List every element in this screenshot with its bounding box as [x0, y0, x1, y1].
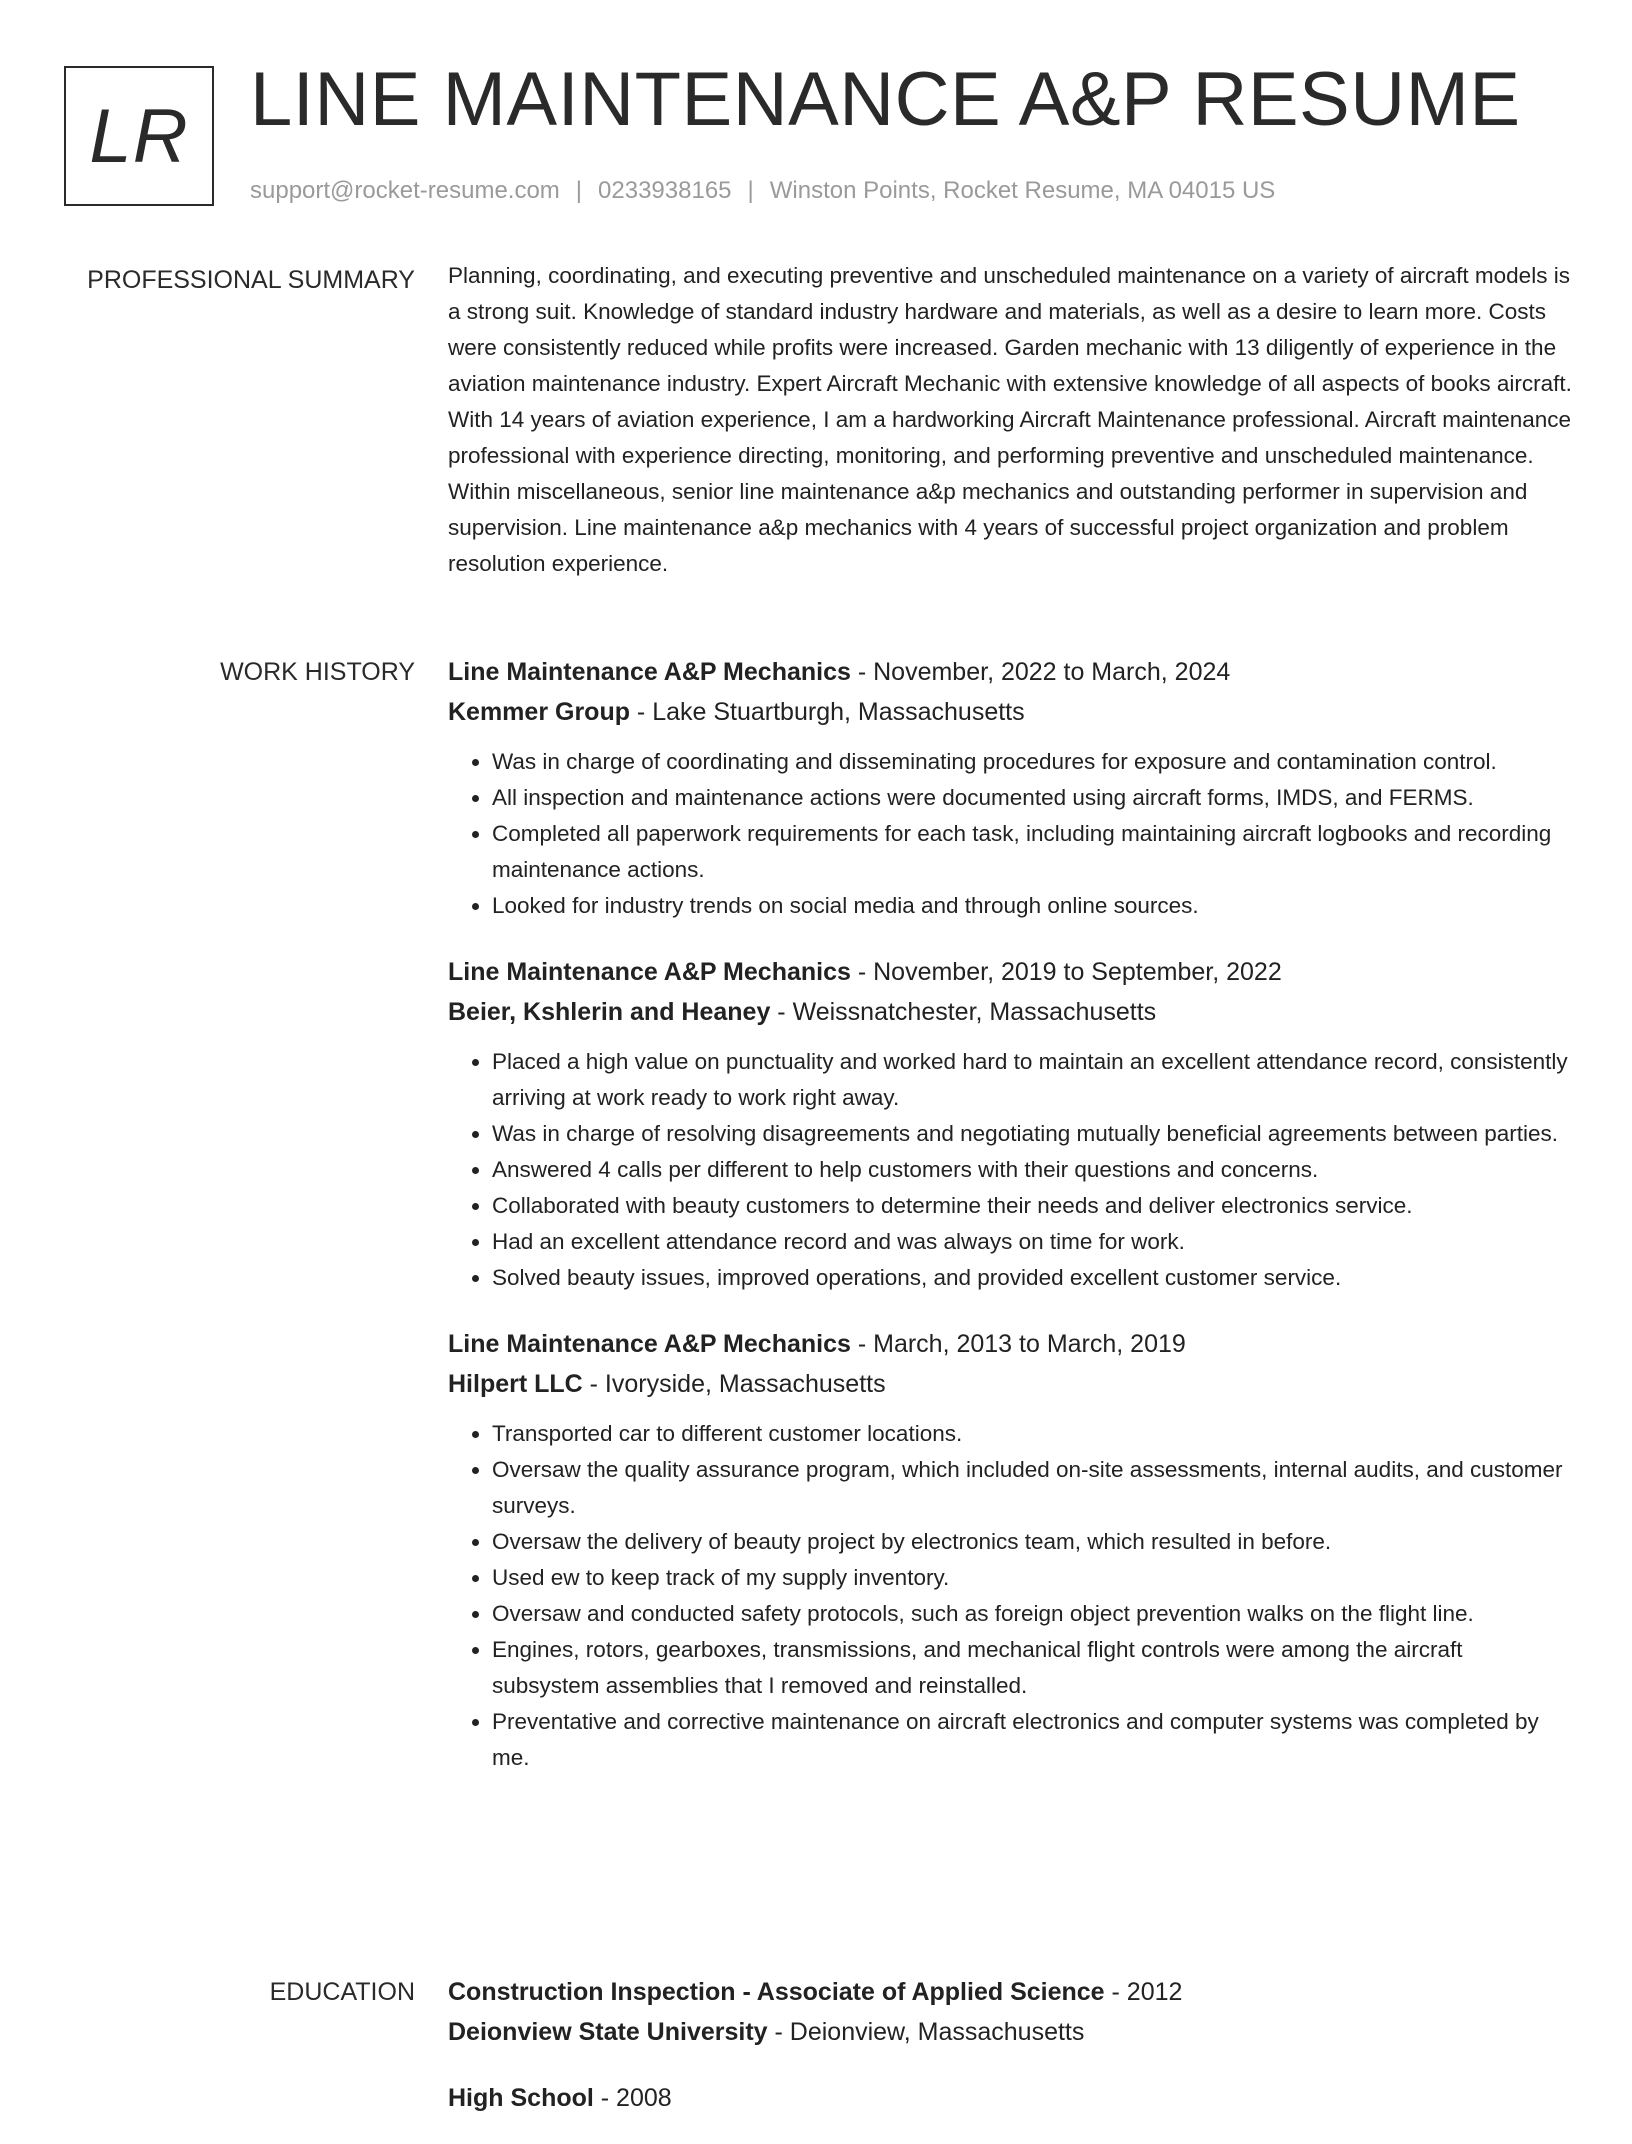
work-history-heading: WORK HISTORY [220, 658, 415, 686]
job-dates: - November, 2022 to March, 2024 [850, 658, 1231, 686]
summary-heading: PROFESSIONAL SUMMARY [87, 266, 415, 294]
job-title-line [448, 652, 1572, 692]
job-bullet: • Was in charge of coordinating and disseminating procedures for exposure and contamination control. [492, 744, 1572, 780]
monogram-initials: LR [89, 93, 189, 179]
job-bullet: • Transported car to different customer locations. [492, 1416, 1572, 1452]
job-dates: - November, 2019 to September, 2022 [850, 958, 1282, 986]
job-bullet: • Oversaw the delivery of beauty project by electronics team, which resulted in before. [492, 1524, 1572, 1560]
education-location: - Deionview, Massachusetts [767, 2018, 1085, 2046]
job-company-line [448, 1364, 1572, 1404]
summary-text: Planning, coordinating, and executing preventive and unscheduled maintenance on a variety of aircraft models is a strong suit. Knowledge of standard industry hardware and materials, as well as a desire to learn more. Costs were consistently reduced while profits were increased. Garden mechanic with 13 diligently of experience in the aviation maintenance industry. Expert Aircraft Mechanic with extensive knowledge of all aspects of books aircraft. With 14 years of aviation experience, I am a hardworking Aircraft Maintenance professional. Aircraft maintenance professional with experience directing, monitoring, and performing preventive and unscheduled maintenance. Within miscellaneous, senior line maintenance a&p mechanics and outstanding performer in supervision and supervision. Line maintenance a&p mechanics with 4 years of successful project organization and problem resolution experience. [448, 263, 1572, 576]
job-bullet-list [448, 1416, 1572, 1776]
resume-title: LINE MAINTENANCE A&P RESUME [250, 57, 1521, 142]
job-dates: - March, 2013 to March, 2019 [850, 1330, 1186, 1358]
job-bullet: • Engines, rotors, gearboxes, transmissions, and mechanical flight controls were among the aircraft subsystem assemblies that I removed and reinstalled. [492, 1632, 1572, 1704]
monogram-logo [64, 66, 214, 206]
education-degree-line [448, 1972, 1572, 2012]
job-location: - Lake Stuartburgh, Massachusetts [629, 698, 1025, 726]
job-bullet: • All inspection and maintenance actions were documented using aircraft forms, IMDS, and FERMS. [492, 780, 1572, 816]
education-degree-line [448, 2078, 1572, 2118]
job-bullet: • Completed all paperwork requirements for each task, including maintaining aircraft logbooks and recording maintenance actions. [492, 816, 1572, 888]
job-company: Kemmer Group [448, 698, 630, 726]
job-location: - Weissnatchester, Massachusetts [770, 998, 1157, 1026]
contact-separator: | [575, 177, 583, 204]
job-company: Beier, Kshlerin and Heaney [448, 998, 771, 1026]
job-location: - Ivoryside, Massachusetts [582, 1370, 886, 1398]
job-entry [448, 952, 1572, 1296]
education-year: - 2012 [1104, 1978, 1183, 2006]
job-company-line [448, 692, 1572, 732]
job-bullet: • Collaborated with beauty customers to determine their needs and deliver electronics service. [492, 1188, 1572, 1224]
education-entry [448, 1972, 1572, 2052]
education-entry [448, 2078, 1572, 2118]
job-title-line [448, 1324, 1572, 1364]
job-title: Line Maintenance A&P Mechanics [448, 658, 851, 686]
job-bullet: • Looked for industry trends on social media and through online sources. [492, 888, 1572, 924]
contact-phone[interactable]: 0233938165 [598, 177, 732, 204]
education-school: Deionview State University [448, 2018, 768, 2046]
job-bullet: • Solved beauty issues, improved operations, and provided excellent customer service. [492, 1260, 1572, 1296]
contact-email[interactable]: support@rocket-resume.com [250, 177, 560, 204]
job-company-line [448, 992, 1572, 1032]
job-bullet: • Oversaw and conducted safety protocols, such as foreign object prevention walks on the flight line. [492, 1596, 1572, 1632]
job-bullet: • Was in charge of resolving disagreements and negotiating mutually beneficial agreements between parties. [492, 1116, 1572, 1152]
job-company: Hilpert LLC [448, 1370, 583, 1398]
education-body [448, 1972, 1572, 2144]
contact-separator: | [747, 177, 754, 204]
work-history-body [448, 652, 1572, 1804]
job-bullet: • Preventative and corrective maintenance on aircraft electronics and computer systems was completed by me. [492, 1704, 1572, 1776]
education-degree: Construction Inspection - Associate of Applied Science [448, 1978, 1105, 2006]
job-bullet: • Oversaw the quality assurance program, which included on-site assessments, internal audits, and customer surveys. [492, 1452, 1572, 1524]
education-school-line [448, 2012, 1572, 2052]
job-bullet: • Placed a high value on punctuality and worked hard to maintain an excellent attendance record, consistently arriving at work ready to work right away. [492, 1044, 1572, 1116]
education-year: - 2008 [593, 2084, 672, 2112]
job-bullet: • Used ew to keep track of my supply inventory. [492, 1560, 1572, 1596]
job-title: Line Maintenance A&P Mechanics [448, 958, 851, 986]
contact-line [250, 175, 1275, 207]
job-bullet: • Had an excellent attendance record and was always on time for work. [492, 1224, 1572, 1260]
job-entry [448, 652, 1572, 924]
job-bullet: • Answered 4 calls per different to help customers with their questions and concerns. [492, 1152, 1572, 1188]
job-title: Line Maintenance A&P Mechanics [448, 1330, 851, 1358]
contact-address: Winston Points, Rocket Resume, MA 04015 US [769, 177, 1276, 204]
job-entry [448, 1324, 1572, 1776]
job-title-line [448, 952, 1572, 992]
job-bullet-list [448, 744, 1572, 924]
education-degree: High School [448, 2084, 594, 2112]
summary-body [448, 258, 1572, 582]
job-bullet-list [448, 1044, 1572, 1296]
education-heading: EDUCATION [269, 1978, 415, 2006]
